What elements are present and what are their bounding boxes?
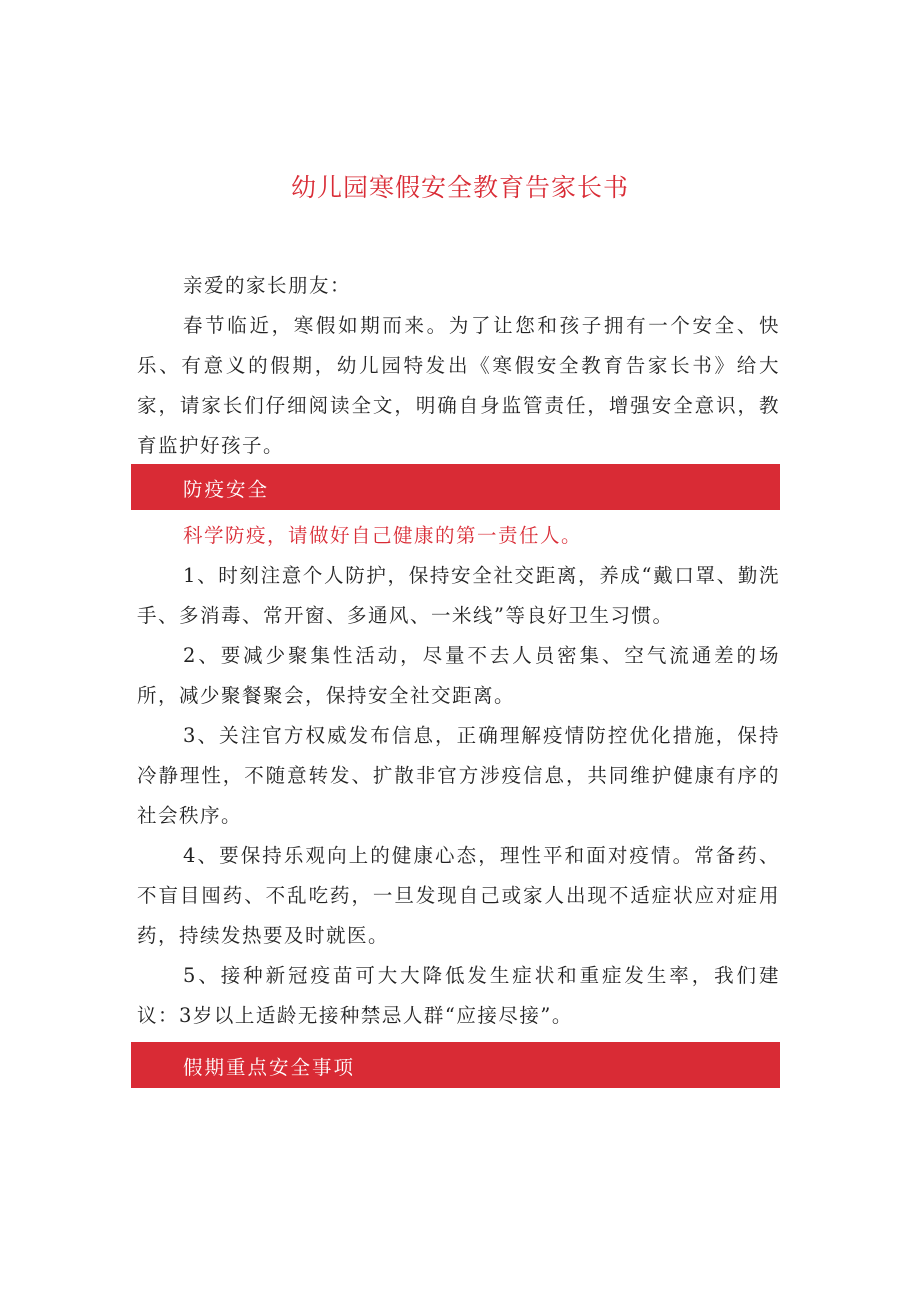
greeting: 亲爱的家长朋友： xyxy=(183,274,352,297)
intro-paragraph: 春节临近，寒假如期而来。为了让您和孩子拥有一个安全、快乐、有意义的假期，幼儿园特发出《寒假安全教育告家长书》给大家，请家长们仔细阅读全文，明确自身监管责任，增强安全意识，教育监护好孩子。 xyxy=(137,314,780,457)
section-header-epidemic xyxy=(131,464,780,510)
list-item: 5、接种新冠疫苗可大大降低发生症状和重症发生率，我们建议：3岁以上适龄无接种禁忌人群“应接尽接”。 xyxy=(137,964,780,1027)
list-item: 1、时刻注意个人防护，保持安全社交距离，养成“戴口罩、勤洗手、多消毒、常开窗、多通风、一米线”等良好卫生习惯。 xyxy=(137,564,780,627)
section-heading: 防疫安全 xyxy=(183,478,270,501)
list-item: 3、关注官方权威发布信息，正确理解疫情防控优化措施，保持冷静理性，不随意转发、扩散非官方涉疫信息，共同维护健康有序的社会秩序。 xyxy=(137,724,780,827)
list-item: 4、要保持乐观向上的健康心态，理性平和面对疫情。常备药、不盲目囤药、不乱吃药，一旦发现自己或家人出现不适症状应对症用药，持续发热要及时就医。 xyxy=(137,844,780,947)
section-header-holiday xyxy=(131,1042,780,1088)
section-subtitle: 科学防疫，请做好自己健康的第一责任人。 xyxy=(183,524,583,547)
section-heading: 假期重点安全事项 xyxy=(183,1056,356,1079)
page-title: 幼儿园寒假安全教育告家长书 xyxy=(290,173,629,202)
list-item: 2、要减少聚集性活动，尽量不去人员密集、空气流通差的场所，减少聚餐聚会，保持安全社交距离。 xyxy=(137,644,780,707)
